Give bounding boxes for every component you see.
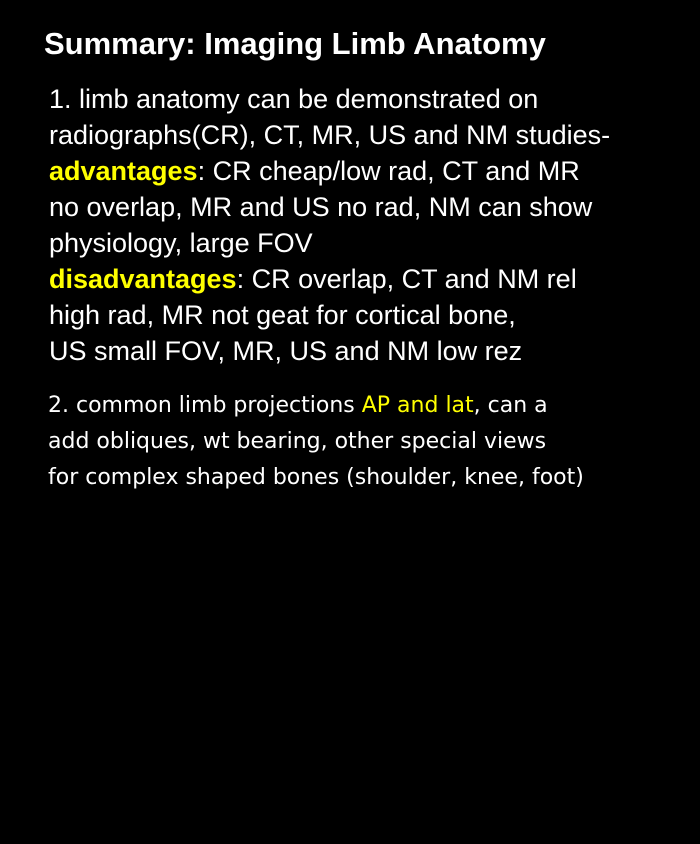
slide-title: Summary: Imaging Limb Anatomy [44,26,546,61]
summary-point-2 [48,388,693,496]
point2-line-3: for complex shaped bones (shoulder, knee, foot) [48,465,584,490]
point1-line-6 [49,261,694,297]
point1-line-3 [49,153,694,189]
disadvantages-label: disadvantages [49,264,237,294]
point1-line-8: US small FOV, MR, US and NM low rez [49,336,523,366]
point1-line-4: no overlap, MR and US no rad, NM can show [49,192,593,222]
point2-line-1-start: 2. common limb projections [48,393,362,418]
advantages-label: advantages [49,156,198,186]
point2-line-1 [48,388,693,424]
point2-line-1-end: , can a [473,393,548,418]
point1-line-5: physiology, large FOV [49,228,313,258]
advantages-text: : CR cheap/low rad, CT and MR [197,156,580,186]
summary-point-1 [49,81,694,369]
point1-line-7: high rad, MR not geat for cortical bone, [49,300,516,330]
point2-line-2: add obliques, wt bearing, other special views [48,429,547,454]
point1-line-2: radiographs(CR), CT, MR, US and NM studies- [49,120,611,150]
projections-highlight: AP and lat [361,393,474,418]
point1-line-1: 1. limb anatomy can be demonstrated on [49,84,539,114]
disadvantages-text: : CR overlap, CT and NM rel [236,264,577,294]
